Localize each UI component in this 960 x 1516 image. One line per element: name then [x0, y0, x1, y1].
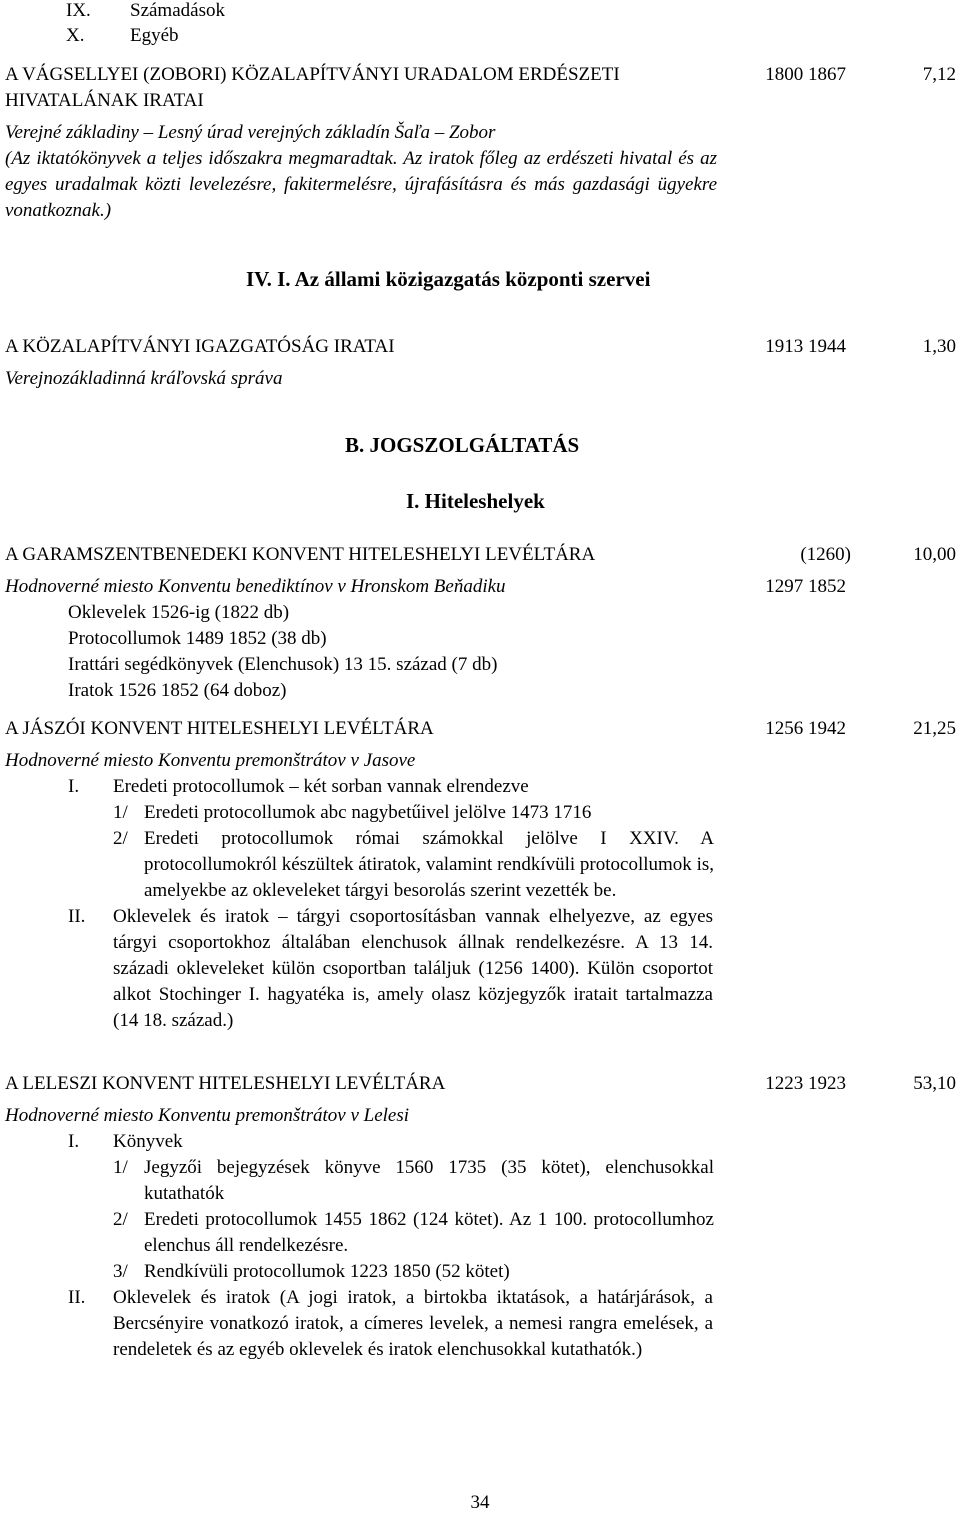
list-subitem — [5, 1259, 714, 1285]
list-item — [5, 1129, 721, 1155]
entry-years-secondary: 1297 1852 — [765, 576, 846, 597]
toc-number: IX. — [66, 0, 91, 21]
entry-meters: 7,12 — [922, 64, 956, 85]
page-number: 34 — [470, 1492, 490, 1513]
entry-title-row — [5, 716, 956, 742]
list-item-text: Oklevelek és iratok – tárgyi csoportosításban vannak elhelyezve, az egyes tárgyi csoportokhoz általában elenchusok állnak rendelkezésre. A 13 14. századi okleveleket külön csoportban találjuk (1256 1400). Külön csoportot alkot Stochinger I. hagyatéka is, amely olasz közjegyzők iratait tartalmazza (14 18. század.) — [113, 906, 713, 1031]
list-subitem — [5, 1155, 714, 1207]
list-item-label: 3/ — [113, 1261, 128, 1282]
list-subitem — [5, 1207, 714, 1259]
entry-title-row — [5, 334, 956, 360]
list-item — [5, 904, 713, 1034]
archive-entry-lelesz — [5, 1071, 956, 1363]
entry-title: A GARAMSZENTBENEDEKI KONVENT HITELESHELYI LEVÉLTÁRA — [5, 544, 596, 565]
entry-title-row — [5, 542, 956, 568]
section-subheading: I. Hiteleshelyek — [406, 489, 545, 513]
entry-years: 1913 1944 — [765, 336, 846, 357]
list-item-label: 1/ — [113, 802, 128, 823]
toc-label: Egyéb — [130, 25, 179, 46]
list-item: Oklevelek 1526-ig (1822 db) — [68, 602, 290, 623]
list-item — [5, 774, 721, 800]
entry-slovak-row — [5, 574, 956, 600]
list-item-text: Eredeti protocollumok római számokkal jelölve I XXIV. A protocollumokról készültek átiratok, valamint rendkívüli protocollumok is, amelyekbe az okleveleket tárgyi besorolás szerint vezették be. — [144, 828, 714, 901]
section-heading: IV. I. Az állami közigazgatás központi szervei — [246, 267, 651, 291]
list-item-text: Oklevelek és iratok (A jogi iratok, a birtokba iktatások, a határjárások, a Bercsényire vonatkozó iratok, a címeres levelek, a nemesi rangra emelések, a rendeletek és az egyéb oklevelek és iratok elenchusokkal kutathatók.) — [113, 1287, 713, 1360]
entry-meters: 10,00 — [913, 544, 956, 565]
entry-slovak-name: Hodnoverné miesto Konventu premonštrátov v Lelesi — [5, 1105, 410, 1126]
list-subitem — [5, 800, 714, 826]
entry-years: 1256 1942 — [765, 718, 846, 739]
entry-years: 1223 1923 — [765, 1073, 846, 1094]
list-item-label: 1/ — [113, 1157, 128, 1178]
list-item-text: Jegyzői bejegyzések könyve 1560 1735 (35 kötet), elenchusokkal kutathatók — [144, 1157, 714, 1204]
entry-meters: 1,30 — [922, 336, 956, 357]
list-item-text: Eredeti protocollumok 1455 1862 (124 kötet). Az 1 100. protocollumhoz elenchus áll rendelkezésre. — [144, 1209, 714, 1256]
entry-title-cont: HIVATALÁNAK IRATAI — [5, 90, 204, 111]
toc-item — [66, 0, 225, 23]
list-item-label: 2/ — [113, 828, 128, 849]
toc-number: X. — [66, 25, 85, 46]
entry-title-row — [5, 62, 956, 88]
archive-entry-jaszo — [5, 716, 956, 1034]
entry-meters: 53,10 — [913, 1073, 956, 1094]
entry-slovak-name: Hodnoverné miesto Konventu premonštrátov v Jasove — [5, 750, 416, 771]
entry-years: (1260) — [800, 544, 851, 565]
toc-label: Számadások — [130, 0, 225, 21]
entry-slovak-name: Verejné základiny – Lesný úrad verejných základín Šaľa – Zobor — [5, 122, 496, 143]
section-heading: B. JOGSZOLGÁLTATÁS — [345, 433, 580, 457]
list-subitem — [5, 826, 714, 904]
entry-title: A LELESZI KONVENT HITELESHELYI LEVÉLTÁRA — [5, 1073, 446, 1094]
archive-entry-garamszentbenedek — [5, 542, 956, 704]
entry-title: A VÁGSELLYEI (ZOBORI) KÖZALAPÍTVÁNYI URADALOM ERDÉSZETI — [5, 64, 620, 85]
list-item: Iratok 1526 1852 (64 doboz) — [68, 680, 287, 701]
entry-title: A JÁSZÓI KONVENT HITELESHELYI LEVÉLTÁRA — [5, 718, 434, 739]
list-item-label: II. — [68, 906, 86, 927]
entry-meters: 21,25 — [913, 718, 956, 739]
archive-entry-kozalapitvanyi — [5, 334, 956, 392]
toc-item — [66, 23, 225, 48]
list-item: Irattári segédkönyvek (Elenchusok) 13 15. század (7 db) — [68, 654, 498, 675]
entry-title: A KÖZALAPÍTVÁNYI IGAZGATÓSÁG IRATAI — [5, 336, 395, 357]
list-item-text: Eredeti protocollumok – két sorban vannak elrendezve — [113, 776, 529, 797]
entry-note: (Az iktatókönyvek a teljes időszakra megmaradtak. Az iratok főleg az erdészeti hivatal és az egyes uradalmak közti levelezésre, fakitermelésre, újrafásításra és más gazdasági ügyekre vonatkoznak.) — [5, 148, 717, 221]
entry-years: 1800 1867 — [765, 64, 846, 85]
list-item-text: Könyvek — [113, 1131, 183, 1152]
list-item — [5, 1285, 713, 1363]
list-item-label: II. — [68, 1287, 86, 1308]
entry-title-row — [5, 1071, 956, 1097]
list-item-label: I. — [68, 776, 80, 797]
list-item: Protocollumok 1489 1852 (38 db) — [68, 628, 327, 649]
entry-slovak-name: Verejnozákladinná kráľovská správa — [5, 368, 283, 389]
list-item-text: Rendkívüli protocollumok 1223 1850 (52 kötet) — [144, 1261, 510, 1282]
toc-list — [66, 0, 225, 48]
list-item-label: 2/ — [113, 1209, 128, 1230]
archive-entry-vagsellye — [5, 62, 956, 224]
entry-slovak-name: Hodnoverné miesto Konventu benediktínov v Hronskom Beňadiku — [5, 576, 506, 597]
list-item-text: Eredeti protocollumok abc nagybetűivel jelölve 1473 1716 — [144, 802, 592, 823]
list-item-label: I. — [68, 1131, 80, 1152]
